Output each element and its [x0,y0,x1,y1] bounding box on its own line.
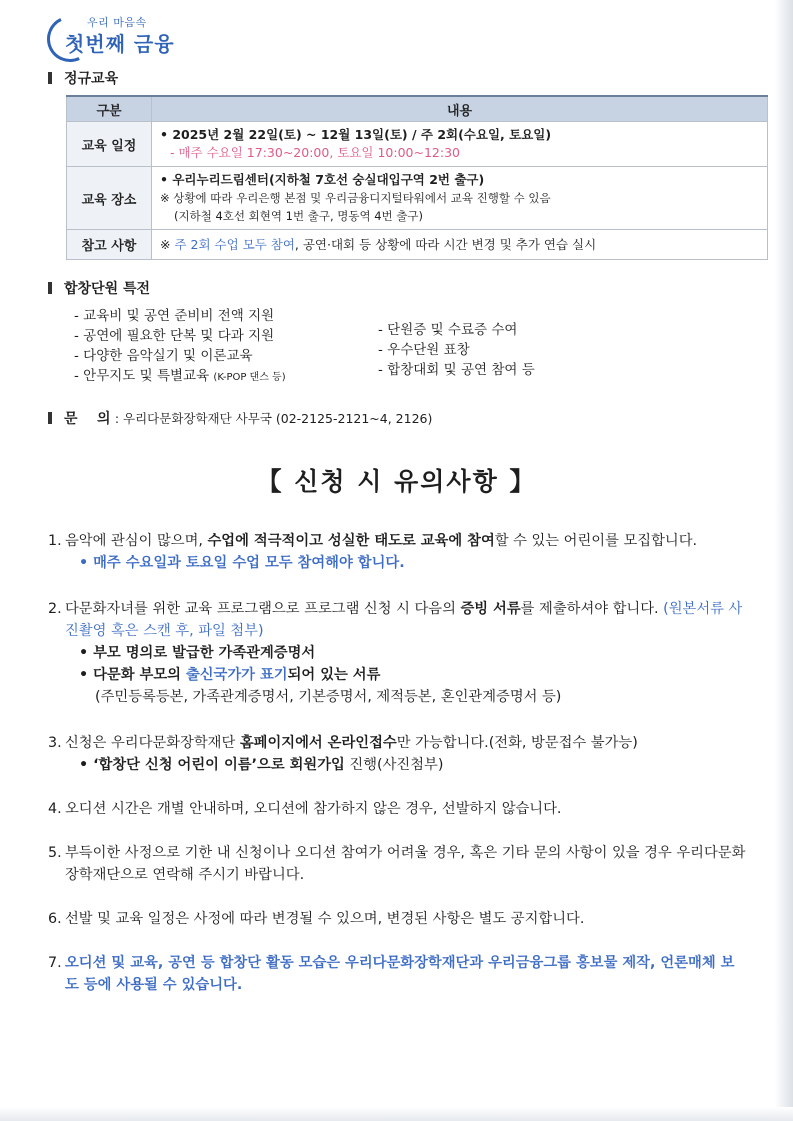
benefits-left-list [74,306,286,388]
list-item: - 교육비 및 공연 준비비 전액 지원 [74,308,275,324]
row-label-notes: 참고 사항 [67,230,152,260]
notice-item-7: 7. 오디션 및 교육, 공연 등 합창단 활동 모습은 우리다문화장학재단과 우리금융그룹 홍보물 제작, 언론매체 보도 등에 사용될 수 있습니다. [48,955,735,993]
notice-title: 【 신청 시 유의사항 】 [256,467,537,496]
row-content-schedule: • 2025년 2월 22일(토) ~ 12월 13일(토) / 주 2회(수요일, 토요일) - 매주 수요일 17:30~20:00, 토요일 10:00~12:30 [152,122,768,167]
woori-logo [47,10,187,58]
regular-education-heading: 정규교육 [48,68,118,88]
notice-item-3: 3. 신청은 우리다문화장학재단 홈페이지에서 온라인접수만 가능합니다.(전화, 방문접수 불가능) • ‘합창단 신청 어린이 이름’으로 회원가입 진행(사진첨부) [48,735,638,773]
notice-list [48,530,748,1012]
list-item: - 우수단원 표창 [378,342,470,358]
education-table [66,95,768,260]
list-item: - 안무지도 및 특별교육 (K-POP 댄스 등) [74,368,286,384]
row-content-location: • 우리누리드림센터(지하철 7호선 숭실대입구역 2번 출구) ※ 상황에 따라 우리은행 본점 및 우리금융디지털타워에서 교육 진행할 수 있음 (지하철 4호선 회현역 1번 출구, 명동역 4번 출구) [152,167,768,230]
page-edge-shadow [775,0,793,1121]
logo-tagline: 우리 마음속 [87,16,147,29]
table-header-row [67,96,768,122]
notice-item-4: 4. 오디션 시간은 개별 안내하며, 오디션에 참가하지 않은 경우, 선발하지 않습니다. [48,801,562,817]
benefits-heading: 합창단원 특전 [48,278,150,298]
list-item: - 다양한 음악실기 및 이론교육 [74,348,253,364]
list-item: - 합창대회 및 공연 참여 등 [378,362,535,378]
table-row-location [67,167,768,230]
heading-bar-icon [48,412,52,424]
row-label-schedule: 교육 일정 [67,122,152,167]
heading-bar-icon [48,282,52,294]
table-header-category: 구분 [67,96,152,122]
table-row-notes [67,230,768,260]
table-row-schedule [67,122,768,167]
list-item: - 단원증 및 수료증 수여 [378,322,518,338]
page-bottom-shadow [0,1107,793,1121]
row-label-location: 교육 장소 [67,167,152,230]
notice-item-2: 2. 다문화자녀를 위한 교육 프로그램으로 프로그램 신청 시 다음의 증빙 서류를 제출하셔야 합니다. (원본서류 사진촬영 혹은 스캔 후, 파일 첨부) • 부모 명의로 발급한 가족관계증명서 • 다문화 부모의 출신국가가 표기되어 있는 서류 (주민등록등본, 가족관계증명서, 기본증명서, 제적등본, 혼인관계증명서 등) [48,601,743,705]
contact-line: 문 의 : 우리다문화장학재단 사무국 (02-2125-2121~4, 2126) [48,408,432,428]
logo-wordmark: 첫번째 금융 [65,32,175,56]
notice-item-1: 1. 음악에 관심이 많으며, 수업에 적극적이고 성실한 태도로 교육에 참여할 수 있는 어린이를 모집합니다. • 매주 수요일과 토요일 수업 모두 참여해야 합니다. [48,533,698,571]
table-header-content: 내용 [152,96,768,122]
notice-item-6: 6. 선발 및 교육 일정은 사정에 따라 변경될 수 있으며, 변경된 사항은 별도 공지합니다. [48,911,585,927]
row-content-notes: ※ 주 2회 수업 모두 참여, 공연·대회 등 상황에 따라 시간 변경 및 추가 연습 실시 [152,230,768,260]
notice-item-5: 5. 부득이한 사정으로 기한 내 신청이나 오디션 참여가 어려울 경우, 혹은 기타 문의 사항이 있을 경우 우리다문화장학재단으로 연락해 주시기 바랍니다. [48,845,746,883]
list-item: - 공연에 필요한 단복 및 다과 지원 [74,328,275,344]
heading-bar-icon [48,72,52,84]
benefits-right-list [378,320,535,380]
